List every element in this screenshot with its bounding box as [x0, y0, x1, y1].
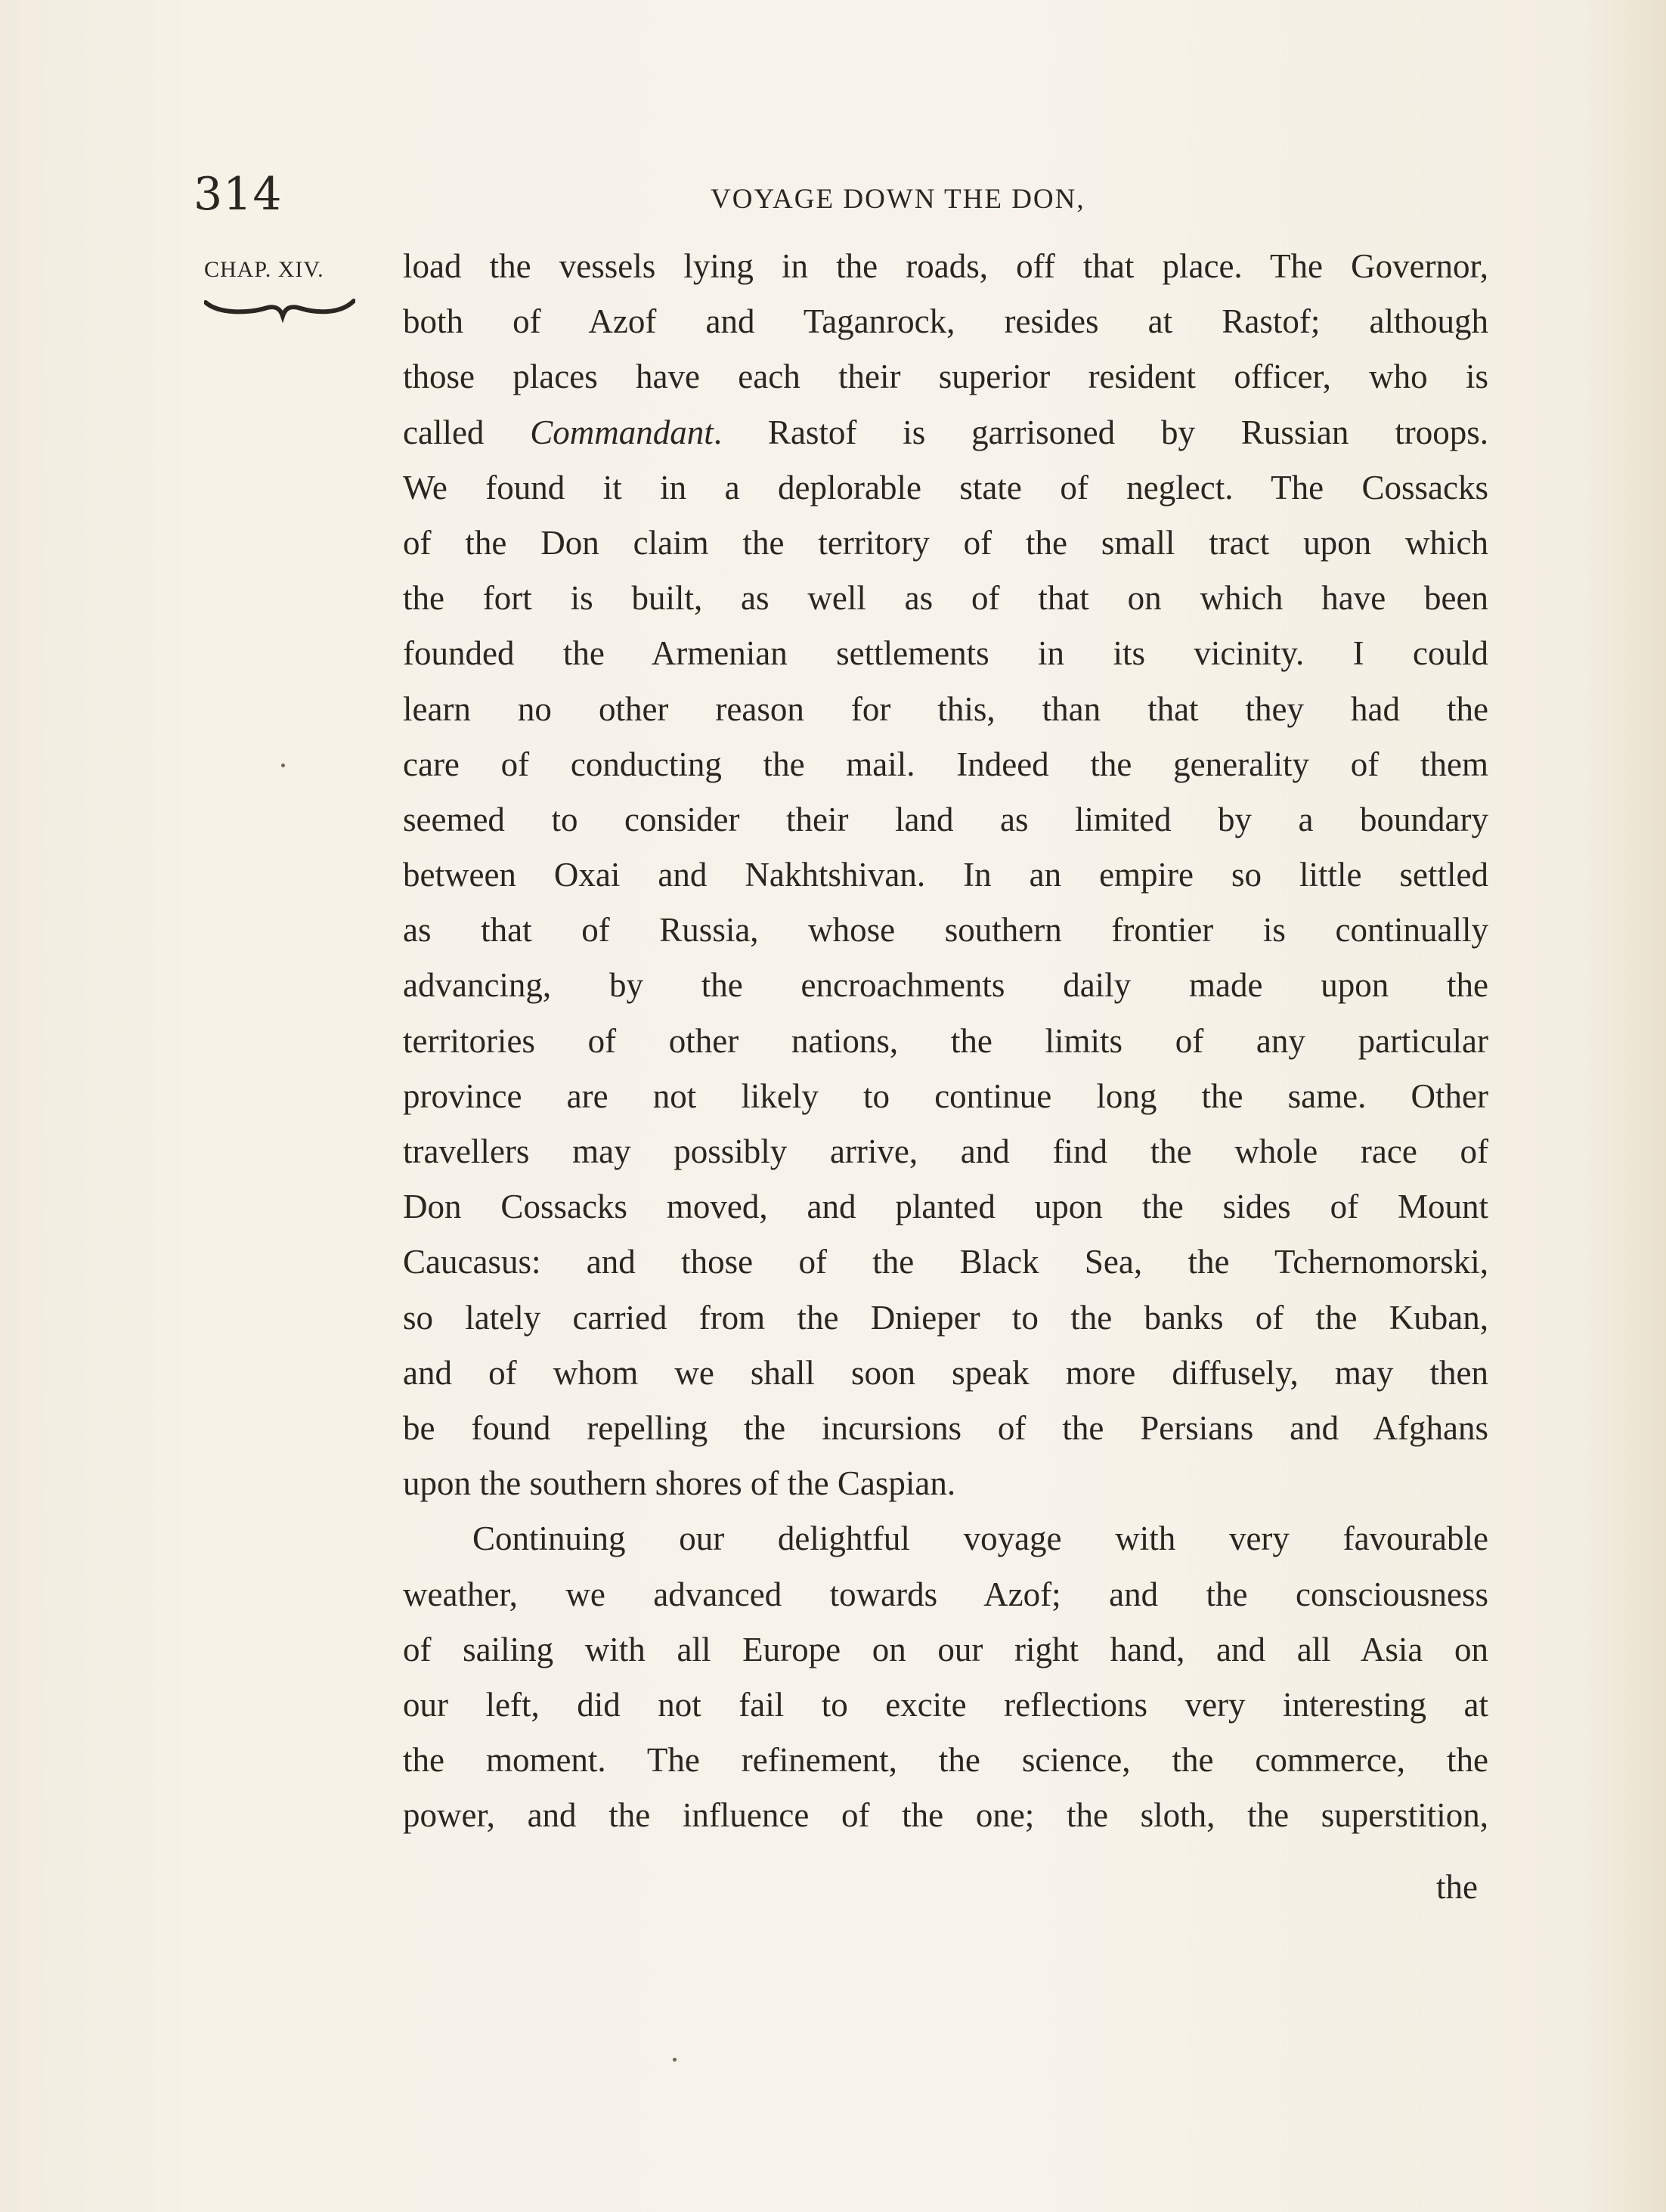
text-line: advancing, by the encroachments daily made upon the	[403, 966, 1488, 1005]
chapter-label: CHAP. XIV.	[204, 257, 324, 282]
running-head: VOYAGE DOWN THE DON,	[711, 184, 1085, 215]
text-line: travellers may possibly arrive, and find the whole race of	[403, 1132, 1488, 1170]
text-line: be found repelling the incursions of the Persians and Afghans	[403, 1408, 1488, 1447]
text-line: as that of Russia, whose southern frontier is continually	[403, 911, 1488, 950]
text-line: and of whom we shall soon speak more diffusely, may then	[403, 1353, 1488, 1392]
text-line: the fort is built, as well as of that on which have been	[403, 579, 1488, 618]
text-line: between Oxai and Nakhtshivan. In an empire so little settled	[403, 856, 1488, 894]
text-line: so lately carried from the Dnieper to the banks of the Kuban,	[403, 1298, 1488, 1337]
text-line: weather, we advanced towards Azof; and the consciousness	[403, 1575, 1488, 1613]
text-line: upon the southern shores of the Caspian.	[403, 1464, 956, 1503]
text-line: Caucasus: and those of the Black Sea, the Tchernomorski,	[403, 1243, 1488, 1281]
paper-speck	[281, 764, 285, 767]
text-line: We found it in a deplorable state of neglect. The Cossacks	[403, 468, 1488, 507]
text-line: territories of other nations, the limits of any particular	[403, 1021, 1488, 1060]
text-line: Continuing our delightful voyage with very favourable	[472, 1520, 1488, 1558]
text-line: our left, did not fail to excite reflections very interesting at	[403, 1685, 1488, 1724]
text-line: called Commandant. Rastof is garrisoned by Russian troops.	[403, 413, 1488, 451]
brace-ornament	[204, 293, 355, 324]
text-line: care of conducting the mail. Indeed the generality of them	[403, 745, 1488, 783]
text-line: Don Cossacks moved, and planted upon the sides of Mount	[403, 1188, 1488, 1226]
catchword: the	[1436, 1868, 1478, 1906]
text-line: load the vessels lying in the roads, off that place. The Governor,	[403, 247, 1488, 285]
text-line: of the Don claim the territory of the small tract upon which	[403, 523, 1488, 562]
text-line: province are not likely to continue long the same. Other	[403, 1077, 1488, 1115]
text-line: both of Azof and Taganrock, resides at Rastof; although	[403, 302, 1488, 341]
text-line: of sailing with all Europe on our right hand, and all Asia on	[403, 1630, 1488, 1668]
paper-speck	[673, 2058, 677, 2062]
text-line: founded the Armenian settlements in its vicinity. I could	[403, 634, 1488, 673]
text-line: learn no other reason for this, than that they had the	[403, 689, 1488, 728]
text-line: the moment. The refinement, the science, the commerce, the	[403, 1741, 1488, 1780]
text-line: power, and the influence of the one; the sloth, the superstition,	[403, 1796, 1488, 1835]
page-number: 314	[194, 168, 283, 221]
main-text	[403, 239, 1488, 1843]
text-line: those places have each their superior resident officer, who is	[403, 358, 1488, 396]
text-line: seemed to consider their land as limited by a boundary	[403, 800, 1488, 838]
